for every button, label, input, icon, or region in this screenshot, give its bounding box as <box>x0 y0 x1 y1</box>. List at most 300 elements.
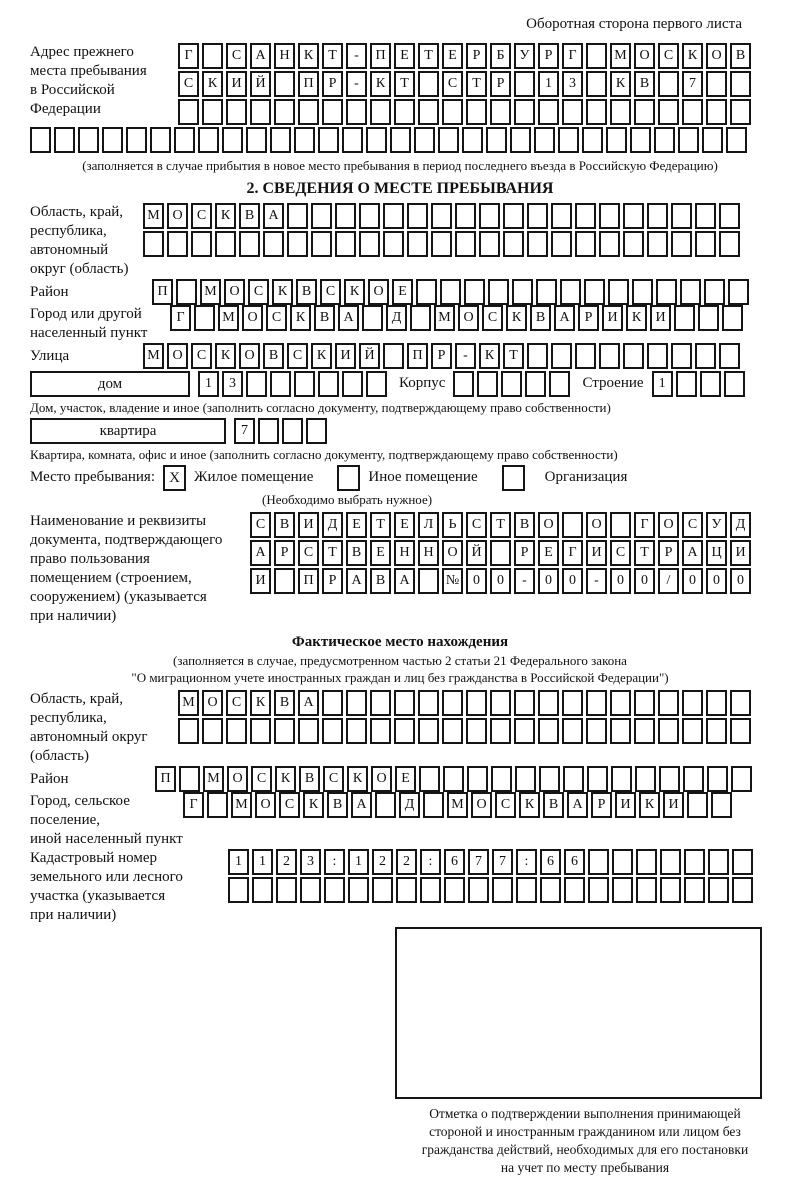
char-cell[interactable]: - <box>455 343 476 369</box>
char-cell[interactable] <box>682 690 703 716</box>
char-cell[interactable] <box>407 231 428 257</box>
char-cell[interactable]: А <box>250 540 271 566</box>
char-cell[interactable] <box>486 127 507 153</box>
char-cell[interactable] <box>359 203 380 229</box>
char-cell[interactable] <box>287 231 308 257</box>
char-cell[interactable] <box>706 690 727 716</box>
char-cell[interactable]: М <box>231 792 252 818</box>
char-cell[interactable]: О <box>371 766 392 792</box>
char-cell[interactable] <box>394 690 415 716</box>
char-cell[interactable]: С <box>495 792 516 818</box>
char-cell[interactable] <box>276 877 297 903</box>
char-cell[interactable] <box>527 343 548 369</box>
char-cell[interactable] <box>654 127 675 153</box>
char-cell[interactable]: Й <box>466 540 487 566</box>
char-cell[interactable]: 0 <box>562 568 583 594</box>
char-cell[interactable]: Г <box>562 43 583 69</box>
char-cell[interactable] <box>671 343 692 369</box>
char-cell[interactable]: 3 <box>562 71 583 97</box>
char-cell[interactable] <box>370 690 391 716</box>
char-cell[interactable] <box>575 343 596 369</box>
char-cell[interactable] <box>191 231 212 257</box>
char-cell[interactable]: 1 <box>228 849 249 875</box>
char-cell[interactable] <box>706 718 727 744</box>
char-cell[interactable] <box>466 99 487 125</box>
char-cell[interactable] <box>728 279 749 305</box>
char-cell[interactable] <box>274 718 295 744</box>
char-cell[interactable] <box>647 203 668 229</box>
char-cell[interactable] <box>420 877 441 903</box>
char-cell[interactable]: Й <box>359 343 380 369</box>
char-cell[interactable]: Т <box>466 71 487 97</box>
char-cell[interactable]: А <box>682 540 703 566</box>
char-cell[interactable]: - <box>514 568 535 594</box>
char-cell[interactable] <box>252 877 273 903</box>
char-cell[interactable] <box>636 877 657 903</box>
char-cell[interactable]: С <box>266 305 287 331</box>
char-cell[interactable]: С <box>323 766 344 792</box>
char-cell[interactable] <box>671 203 692 229</box>
char-cell[interactable] <box>514 690 535 716</box>
char-cell[interactable] <box>322 718 343 744</box>
char-cell[interactable] <box>346 690 367 716</box>
char-cell[interactable]: Т <box>503 343 524 369</box>
checkbox-organization[interactable] <box>502 465 525 491</box>
char-cell[interactable] <box>562 718 583 744</box>
char-cell[interactable] <box>419 766 440 792</box>
char-cell[interactable] <box>635 766 656 792</box>
char-cell[interactable]: П <box>298 568 319 594</box>
char-cell[interactable]: Д <box>322 512 343 538</box>
char-cell[interactable] <box>558 127 579 153</box>
char-cell[interactable]: С <box>287 343 308 369</box>
char-cell[interactable] <box>423 792 444 818</box>
char-cell[interactable] <box>226 99 247 125</box>
char-cell[interactable]: Д <box>386 305 407 331</box>
char-cell[interactable]: Т <box>322 540 343 566</box>
char-cell[interactable]: 0 <box>538 568 559 594</box>
char-cell[interactable] <box>562 512 583 538</box>
char-cell[interactable] <box>687 792 708 818</box>
char-cell[interactable]: Г <box>178 43 199 69</box>
char-cell[interactable] <box>479 231 500 257</box>
char-cell[interactable]: М <box>143 203 164 229</box>
char-cell[interactable]: 0 <box>730 568 751 594</box>
char-cell[interactable] <box>383 203 404 229</box>
char-cell[interactable]: И <box>298 512 319 538</box>
char-cell[interactable]: К <box>272 279 293 305</box>
char-cell[interactable]: С <box>279 792 300 818</box>
char-cell[interactable] <box>647 231 668 257</box>
char-cell[interactable] <box>418 690 439 716</box>
char-cell[interactable]: - <box>346 71 367 97</box>
char-cell[interactable] <box>215 231 236 257</box>
char-cell[interactable] <box>516 877 537 903</box>
char-cell[interactable] <box>258 418 279 444</box>
char-cell[interactable]: В <box>514 512 535 538</box>
char-cell[interactable] <box>174 127 195 153</box>
char-cell[interactable]: Т <box>490 512 511 538</box>
char-cell[interactable] <box>416 279 437 305</box>
char-cell[interactable] <box>732 877 753 903</box>
char-cell[interactable] <box>514 99 535 125</box>
char-cell[interactable]: Р <box>578 305 599 331</box>
char-cell[interactable]: А <box>338 305 359 331</box>
char-cell[interactable] <box>682 99 703 125</box>
char-cell[interactable] <box>680 279 701 305</box>
char-cell[interactable] <box>274 568 295 594</box>
char-cell[interactable] <box>724 371 745 397</box>
char-cell[interactable]: О <box>242 305 263 331</box>
checkbox-residential[interactable]: X <box>163 465 186 491</box>
char-cell[interactable] <box>610 512 631 538</box>
char-cell[interactable]: К <box>311 343 332 369</box>
char-cell[interactable] <box>167 231 188 257</box>
char-cell[interactable]: К <box>479 343 500 369</box>
char-cell[interactable]: : <box>516 849 537 875</box>
char-cell[interactable] <box>466 718 487 744</box>
char-cell[interactable]: С <box>610 540 631 566</box>
char-cell[interactable] <box>442 690 463 716</box>
char-cell[interactable] <box>270 371 291 397</box>
char-cell[interactable] <box>298 718 319 744</box>
char-cell[interactable] <box>462 127 483 153</box>
char-cell[interactable] <box>418 568 439 594</box>
char-cell[interactable] <box>455 203 476 229</box>
char-cell[interactable] <box>582 127 603 153</box>
char-cell[interactable]: В <box>370 568 391 594</box>
char-cell[interactable]: П <box>155 766 176 792</box>
char-cell[interactable]: К <box>298 43 319 69</box>
char-cell[interactable] <box>538 718 559 744</box>
char-cell[interactable]: В <box>299 766 320 792</box>
char-cell[interactable] <box>488 279 509 305</box>
char-cell[interactable] <box>503 203 524 229</box>
char-cell[interactable] <box>492 877 513 903</box>
char-cell[interactable]: М <box>143 343 164 369</box>
char-cell[interactable]: Т <box>634 540 655 566</box>
char-cell[interactable] <box>226 718 247 744</box>
char-cell[interactable] <box>608 279 629 305</box>
char-cell[interactable]: Г <box>183 792 204 818</box>
char-cell[interactable]: В <box>634 71 655 97</box>
char-cell[interactable] <box>540 877 561 903</box>
char-cell[interactable]: 2 <box>372 849 393 875</box>
char-cell[interactable]: К <box>275 766 296 792</box>
char-cell[interactable] <box>348 877 369 903</box>
char-cell[interactable] <box>658 718 679 744</box>
char-cell[interactable]: О <box>167 343 188 369</box>
char-cell[interactable] <box>143 231 164 257</box>
char-cell[interactable] <box>366 127 387 153</box>
char-cell[interactable] <box>318 127 339 153</box>
char-cell[interactable]: Г <box>634 512 655 538</box>
char-cell[interactable]: И <box>226 71 247 97</box>
char-cell[interactable] <box>207 792 228 818</box>
char-cell[interactable]: Ь <box>442 512 463 538</box>
char-cell[interactable]: Р <box>538 43 559 69</box>
char-cell[interactable] <box>490 540 511 566</box>
char-cell[interactable] <box>706 71 727 97</box>
char-cell[interactable]: В <box>530 305 551 331</box>
char-cell[interactable] <box>178 99 199 125</box>
char-cell[interactable] <box>647 343 668 369</box>
char-cell[interactable]: Т <box>418 43 439 69</box>
char-cell[interactable] <box>150 127 171 153</box>
char-cell[interactable] <box>370 718 391 744</box>
char-cell[interactable]: О <box>255 792 276 818</box>
char-cell[interactable] <box>298 99 319 125</box>
char-cell[interactable]: Т <box>322 43 343 69</box>
char-cell[interactable] <box>274 71 295 97</box>
char-cell[interactable] <box>538 99 559 125</box>
char-cell[interactable] <box>575 203 596 229</box>
char-cell[interactable] <box>560 279 581 305</box>
char-cell[interactable]: М <box>200 279 221 305</box>
char-cell[interactable]: К <box>290 305 311 331</box>
char-cell[interactable] <box>414 127 435 153</box>
char-cell[interactable]: У <box>706 512 727 538</box>
char-cell[interactable] <box>586 71 607 97</box>
char-cell[interactable] <box>536 279 557 305</box>
char-cell[interactable]: И <box>730 540 751 566</box>
char-cell[interactable] <box>294 371 315 397</box>
char-cell[interactable]: Й <box>250 71 271 97</box>
char-cell[interactable] <box>466 690 487 716</box>
char-cell[interactable] <box>698 305 719 331</box>
char-cell[interactable]: М <box>447 792 468 818</box>
char-cell[interactable]: К <box>682 43 703 69</box>
char-cell[interactable] <box>455 231 476 257</box>
char-cell[interactable]: : <box>420 849 441 875</box>
char-cell[interactable] <box>586 718 607 744</box>
char-cell[interactable] <box>658 99 679 125</box>
char-cell[interactable]: А <box>554 305 575 331</box>
char-cell[interactable]: : <box>324 849 345 875</box>
char-cell[interactable]: О <box>706 43 727 69</box>
char-cell[interactable]: В <box>730 43 751 69</box>
char-cell[interactable] <box>683 766 704 792</box>
char-cell[interactable]: К <box>506 305 527 331</box>
char-cell[interactable] <box>551 231 572 257</box>
char-cell[interactable]: Е <box>442 43 463 69</box>
char-cell[interactable] <box>30 127 51 153</box>
char-cell[interactable] <box>394 718 415 744</box>
char-cell[interactable] <box>599 231 620 257</box>
char-cell[interactable] <box>599 203 620 229</box>
char-cell[interactable] <box>202 99 223 125</box>
char-cell[interactable] <box>228 877 249 903</box>
char-cell[interactable]: Р <box>490 71 511 97</box>
char-cell[interactable] <box>490 718 511 744</box>
char-cell[interactable] <box>287 203 308 229</box>
char-cell[interactable] <box>658 71 679 97</box>
char-cell[interactable] <box>324 877 345 903</box>
char-cell[interactable]: К <box>519 792 540 818</box>
char-cell[interactable]: И <box>586 540 607 566</box>
char-cell[interactable] <box>322 99 343 125</box>
char-cell[interactable]: Т <box>370 512 391 538</box>
char-cell[interactable]: О <box>586 512 607 538</box>
char-cell[interactable] <box>587 766 608 792</box>
char-cell[interactable] <box>440 279 461 305</box>
char-cell[interactable]: 1 <box>538 71 559 97</box>
char-cell[interactable] <box>512 279 533 305</box>
char-cell[interactable] <box>322 690 343 716</box>
char-cell[interactable] <box>479 203 500 229</box>
char-cell[interactable] <box>730 690 751 716</box>
char-cell[interactable]: О <box>202 690 223 716</box>
char-cell[interactable] <box>575 231 596 257</box>
char-cell[interactable]: 7 <box>682 71 703 97</box>
char-cell[interactable]: А <box>394 568 415 594</box>
char-cell[interactable] <box>584 279 605 305</box>
char-cell[interactable] <box>551 343 572 369</box>
char-cell[interactable] <box>612 877 633 903</box>
char-cell[interactable] <box>442 99 463 125</box>
char-cell[interactable] <box>418 99 439 125</box>
char-cell[interactable]: Л <box>418 512 439 538</box>
char-cell[interactable] <box>335 203 356 229</box>
char-cell[interactable]: Г <box>562 540 583 566</box>
char-cell[interactable] <box>306 418 327 444</box>
char-cell[interactable] <box>726 127 747 153</box>
char-cell[interactable] <box>656 279 677 305</box>
char-cell[interactable] <box>418 718 439 744</box>
char-cell[interactable] <box>274 99 295 125</box>
char-cell[interactable]: Н <box>394 540 415 566</box>
char-cell[interactable]: Е <box>346 512 367 538</box>
char-cell[interactable] <box>318 371 339 397</box>
char-cell[interactable]: 1 <box>198 371 219 397</box>
char-cell[interactable] <box>453 371 474 397</box>
char-cell[interactable] <box>562 99 583 125</box>
char-cell[interactable] <box>610 690 631 716</box>
char-cell[interactable] <box>684 877 705 903</box>
char-cell[interactable]: А <box>351 792 372 818</box>
char-cell[interactable] <box>246 127 267 153</box>
char-cell[interactable] <box>623 343 644 369</box>
char-cell[interactable]: П <box>407 343 428 369</box>
char-cell[interactable] <box>501 371 522 397</box>
char-cell[interactable] <box>660 849 681 875</box>
char-cell[interactable] <box>102 127 123 153</box>
char-cell[interactable] <box>527 203 548 229</box>
char-cell[interactable] <box>194 305 215 331</box>
char-cell[interactable] <box>660 877 681 903</box>
char-cell[interactable]: / <box>658 568 679 594</box>
char-cell[interactable]: И <box>602 305 623 331</box>
char-cell[interactable]: М <box>178 690 199 716</box>
char-cell[interactable]: Н <box>418 540 439 566</box>
char-cell[interactable] <box>678 127 699 153</box>
char-cell[interactable]: С <box>226 43 247 69</box>
char-cell[interactable]: О <box>458 305 479 331</box>
char-cell[interactable] <box>562 690 583 716</box>
char-cell[interactable] <box>707 766 728 792</box>
char-cell[interactable]: К <box>215 343 236 369</box>
char-cell[interactable] <box>54 127 75 153</box>
char-cell[interactable] <box>610 718 631 744</box>
char-cell[interactable] <box>394 99 415 125</box>
char-cell[interactable] <box>250 718 271 744</box>
char-cell[interactable]: 0 <box>490 568 511 594</box>
char-cell[interactable] <box>586 99 607 125</box>
char-cell[interactable]: А <box>567 792 588 818</box>
char-cell[interactable] <box>623 203 644 229</box>
char-cell[interactable] <box>375 792 396 818</box>
char-cell[interactable] <box>551 203 572 229</box>
char-cell[interactable] <box>342 127 363 153</box>
char-cell[interactable]: С <box>466 512 487 538</box>
char-cell[interactable]: М <box>610 43 631 69</box>
char-cell[interactable] <box>468 877 489 903</box>
char-cell[interactable]: - <box>586 568 607 594</box>
char-cell[interactable]: С <box>226 690 247 716</box>
char-cell[interactable]: О <box>658 512 679 538</box>
char-cell[interactable]: С <box>320 279 341 305</box>
char-cell[interactable] <box>719 231 740 257</box>
char-cell[interactable]: А <box>298 690 319 716</box>
char-cell[interactable]: В <box>543 792 564 818</box>
char-cell[interactable]: О <box>442 540 463 566</box>
char-cell[interactable]: Е <box>538 540 559 566</box>
char-cell[interactable] <box>695 343 716 369</box>
char-cell[interactable]: 7 <box>492 849 513 875</box>
char-cell[interactable]: К <box>347 766 368 792</box>
char-cell[interactable] <box>467 766 488 792</box>
checkbox-other-premises[interactable] <box>337 465 360 491</box>
char-cell[interactable] <box>704 279 725 305</box>
char-cell[interactable] <box>335 231 356 257</box>
char-cell[interactable]: С <box>191 343 212 369</box>
char-cell[interactable]: 6 <box>444 849 465 875</box>
char-cell[interactable]: 3 <box>222 371 243 397</box>
char-cell[interactable] <box>706 99 727 125</box>
char-cell[interactable] <box>311 231 332 257</box>
char-cell[interactable] <box>588 877 609 903</box>
char-cell[interactable] <box>586 43 607 69</box>
char-cell[interactable]: 0 <box>610 568 631 594</box>
char-cell[interactable]: К <box>215 203 236 229</box>
char-cell[interactable] <box>346 99 367 125</box>
char-cell[interactable]: С <box>250 512 271 538</box>
char-cell[interactable]: 0 <box>706 568 727 594</box>
char-cell[interactable] <box>294 127 315 153</box>
char-cell[interactable]: 1 <box>652 371 673 397</box>
char-cell[interactable] <box>246 371 267 397</box>
char-cell[interactable] <box>634 99 655 125</box>
char-cell[interactable]: И <box>650 305 671 331</box>
char-cell[interactable]: Р <box>658 540 679 566</box>
char-cell[interactable]: Е <box>395 766 416 792</box>
char-cell[interactable]: К <box>250 690 271 716</box>
char-cell[interactable]: Р <box>431 343 452 369</box>
char-cell[interactable]: О <box>224 279 245 305</box>
char-cell[interactable]: О <box>167 203 188 229</box>
char-cell[interactable]: С <box>298 540 319 566</box>
char-cell[interactable] <box>431 231 452 257</box>
char-cell[interactable]: Т <box>394 71 415 97</box>
char-cell[interactable] <box>636 849 657 875</box>
char-cell[interactable]: И <box>335 343 356 369</box>
char-cell[interactable] <box>612 849 633 875</box>
char-cell[interactable]: В <box>263 343 284 369</box>
char-cell[interactable] <box>311 203 332 229</box>
char-cell[interactable]: И <box>250 568 271 594</box>
char-cell[interactable] <box>444 877 465 903</box>
char-cell[interactable]: 6 <box>564 849 585 875</box>
